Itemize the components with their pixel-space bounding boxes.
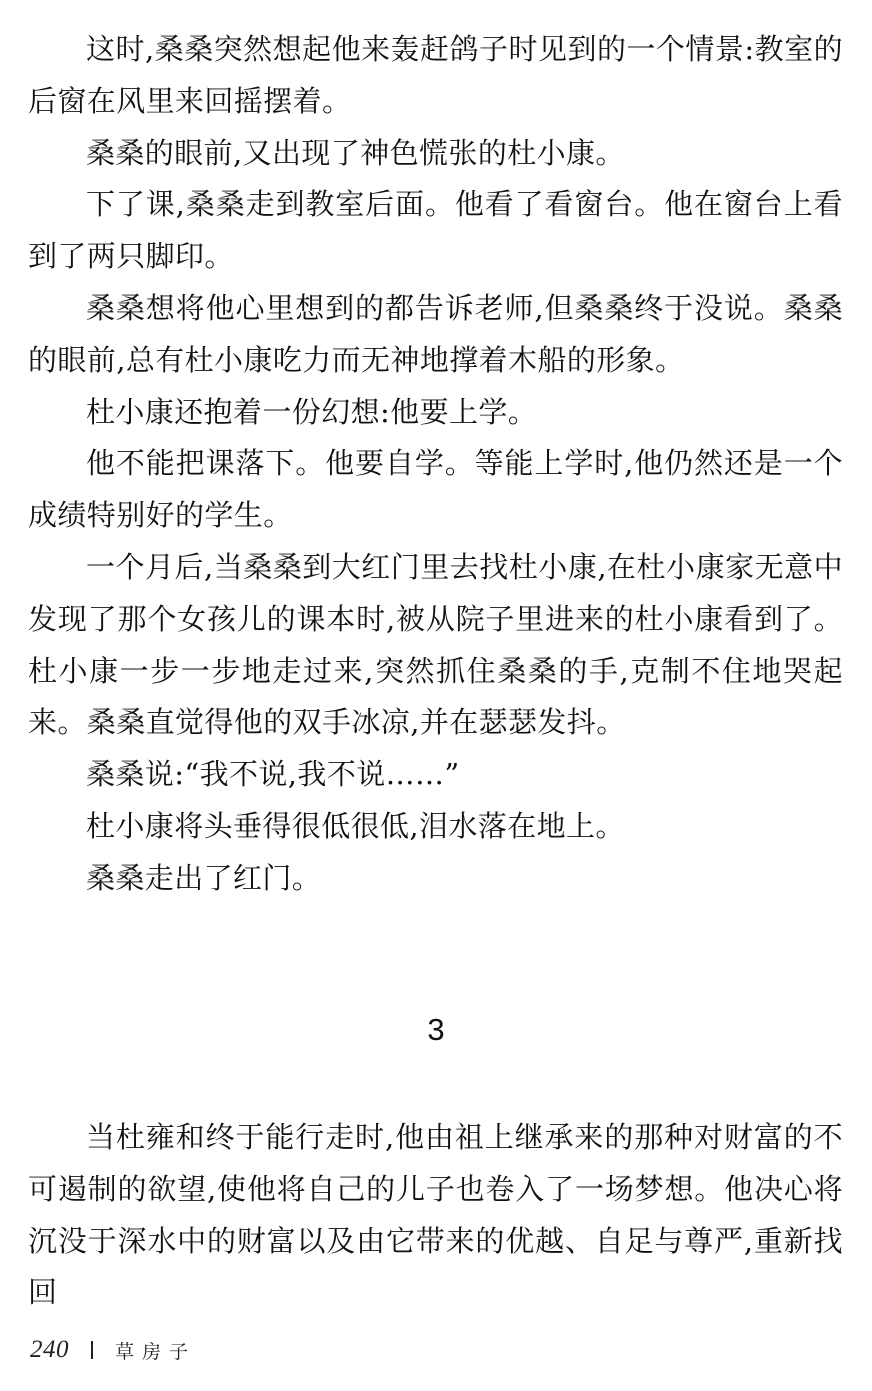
paragraph: 他不能把课落下。他要自学。等能上学时,他仍然还是一个成绩特别好的学生。 [28, 446, 843, 533]
paragraph: 当杜雍和终于能行走时,他由祖上继承来的那种对财富的不可遏制的欲望,使他将自己的儿子也卷入了一场梦想。他决心将沉没于深水中的财富以及由它带来的优越、自足与尊严,重新找回 [28, 1120, 843, 1310]
paragraph: 一个月后,当桑桑到大红门里去找杜小康,在杜小康家无意中发现了那个女孩儿的课本时,被从院子里进来的杜小康看到了。杜小康一步一步地走过来,突然抓住桑桑的手,克制不住地哭起来。桑桑直觉得他的双手冰凉,并在瑟瑟发抖。 [28, 549, 843, 740]
paragraph: 杜小康将头垂得很低很低,泪水落在地上。 [86, 808, 625, 843]
paragraph: 这时,桑桑突然想起他来轰赶鸽子时见到的一个情景:教室的后窗在风里来回摇摆着。 [28, 32, 843, 118]
text-body-part1 [28, 24, 843, 905]
page-footer [30, 1330, 196, 1370]
paragraph: 下了课,桑桑走到教室后面。他看了看窗台。他在窗台上看到了两只脚印。 [28, 187, 843, 274]
paragraph: 桑桑想将他心里想到的都告诉老师,但桑桑终于没说。桑桑的眼前,总有杜小康吃力而无神地撑着木船的形象。 [28, 290, 843, 377]
book-title: 草房子 [115, 1340, 197, 1363]
paragraph: 杜小康还抱着一份幻想:他要上学。 [86, 394, 538, 429]
page-number: 240 [30, 1336, 69, 1363]
paragraph: 桑桑说:“我不说,我不说……” [86, 757, 460, 792]
paragraph: 桑桑的眼前,又出现了神色慌张的杜小康。 [86, 135, 625, 170]
paragraph: 桑桑走出了红门。 [86, 860, 322, 895]
footer-divider [91, 1341, 93, 1359]
text-body-part2 [28, 1112, 843, 1319]
section-number: 3 [427, 1012, 445, 1047]
